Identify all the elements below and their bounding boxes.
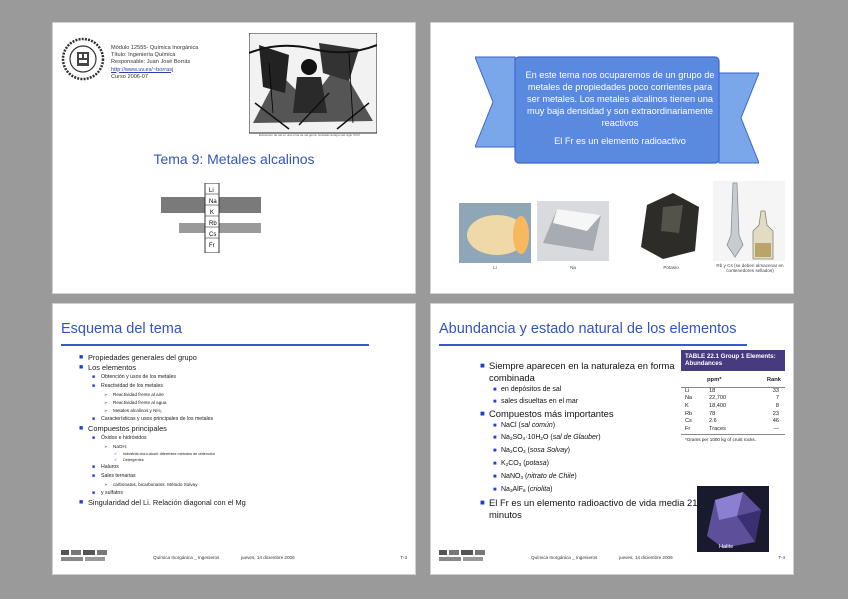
periodic-label: Cs bbox=[209, 232, 217, 238]
item-text: en depósitos de sal bbox=[501, 386, 562, 393]
bullet-icon: ➢ bbox=[104, 408, 108, 414]
outline-item bbox=[92, 489, 403, 498]
compound-name: potasa bbox=[525, 460, 547, 467]
potassium-photo bbox=[633, 187, 707, 263]
bullet-icon: ■ bbox=[79, 354, 84, 361]
outline-text: NaOH: bbox=[113, 444, 128, 450]
slide-outline[interactable] bbox=[52, 303, 416, 575]
table-cell-el: K bbox=[685, 403, 689, 409]
slide-abundance[interactable] bbox=[430, 303, 794, 575]
footer-date: jueves, 14 diciembre 2006 bbox=[619, 555, 673, 560]
outline-text: Óxidos e hidróxidos bbox=[101, 435, 147, 442]
periodic-table-thumbnail bbox=[161, 183, 261, 253]
outline-text: Compuestos principales bbox=[88, 424, 167, 434]
footer-page: T-4 bbox=[778, 555, 785, 560]
course-info bbox=[111, 45, 198, 81]
bullet-icon: ➢ bbox=[104, 482, 108, 488]
item-text: sales disueltas en el mar bbox=[501, 398, 579, 405]
slide3-title: Esquema del tema bbox=[61, 321, 182, 337]
outline-item bbox=[104, 407, 403, 415]
table-cell-el: Na bbox=[685, 395, 693, 402]
outline-text: Detergentes bbox=[123, 458, 144, 463]
outline-item bbox=[92, 463, 403, 472]
bullet-icon: ➢ bbox=[104, 392, 108, 398]
table-cell-ppm: 78 bbox=[709, 410, 716, 417]
outline-item bbox=[104, 443, 403, 451]
bullet-icon: ■ bbox=[92, 383, 96, 390]
periodic-label: Na bbox=[209, 199, 217, 205]
footer-course: Química Inorgánica _ Ingenieros bbox=[153, 555, 220, 560]
compound-name: sal de Glauber bbox=[552, 434, 599, 441]
title-rule bbox=[439, 344, 747, 346]
compound-name: criolita bbox=[529, 486, 551, 493]
list-item: ■ sales disueltas en el mar bbox=[493, 398, 579, 405]
outline-item bbox=[79, 353, 403, 363]
table-cell-rank: 46 bbox=[772, 418, 779, 425]
outline-item bbox=[104, 481, 403, 489]
outline-text: Los elementos bbox=[88, 363, 137, 373]
compound-item: ■ $K_2CO_3$ (potasa) bbox=[493, 460, 549, 467]
table-row bbox=[681, 395, 785, 403]
compound-name: sosa Solvay bbox=[529, 447, 568, 454]
outline-item bbox=[79, 498, 403, 508]
table-cell-ppm: Traces bbox=[709, 425, 726, 432]
bullet-icon: ■ bbox=[92, 435, 96, 442]
footer-page: T-3 bbox=[400, 555, 407, 560]
sodium-caption: Na bbox=[570, 265, 576, 270]
outline-text: Reactividad de los metales bbox=[101, 383, 163, 390]
halite-label: Halite bbox=[719, 544, 734, 550]
slide-intro[interactable] bbox=[430, 22, 794, 294]
table-cell-rank: 7 bbox=[775, 395, 779, 402]
bullet-icon: ■ bbox=[92, 490, 96, 497]
outline-text: Propiedades generales del grupo bbox=[88, 353, 197, 362]
compound-item: ■ $Na_2CO_3$ (sosa Solvay) bbox=[493, 447, 570, 454]
table-row bbox=[681, 388, 785, 396]
table-cell-rank: — bbox=[773, 425, 779, 432]
table-cell-el: Cs bbox=[685, 418, 692, 425]
outline-list bbox=[73, 353, 403, 508]
table-title: TABLE 22.1 Group 1 Elements: Abundances bbox=[681, 350, 785, 371]
list-item: ■ Compuestos más importantes bbox=[480, 408, 614, 419]
course-line: Módulo 12555- Química Inorgánica bbox=[111, 45, 199, 51]
outline-item bbox=[92, 472, 403, 481]
footer-date: jueves, 14 diciembre 2006 bbox=[241, 555, 295, 560]
outline-text: Reactividad frente al aire bbox=[113, 392, 164, 398]
outline-item bbox=[92, 373, 403, 382]
compound-name: nitrato de Chile bbox=[527, 473, 575, 480]
banner-text bbox=[521, 69, 719, 147]
outline-text: Singularidad del Li. Relación diagonal con el Mg bbox=[88, 498, 246, 508]
slide-footer bbox=[61, 549, 407, 565]
table-cell-rank: 23 bbox=[772, 410, 779, 417]
outline-text: Industrial cloro-alcali: diferentes métodos de obtención bbox=[123, 452, 215, 457]
lithium-photo bbox=[459, 203, 531, 263]
bullet-icon: ■ bbox=[92, 464, 96, 471]
course-year: Curso 2006-07 bbox=[111, 73, 149, 80]
bullet-icon: ■ bbox=[92, 374, 96, 381]
outline-item bbox=[79, 363, 403, 373]
outline-text: Sales ternarias bbox=[101, 473, 136, 480]
slide-title-text: Tema 9: Metales alcalinos bbox=[153, 151, 315, 167]
outline-text: Obtención y usos de los metales bbox=[101, 374, 176, 381]
compound-item: ■ $Na_2SO_4\cdot 10H_2O$ (sal de Glauber) bbox=[493, 434, 601, 441]
formula: $Na_2SO_4\cdot 10H_2O$ bbox=[501, 434, 549, 441]
outline-item bbox=[92, 415, 403, 424]
rb-cs-caption: Rb y Cs (se deben almacenar en contenedores sellados) bbox=[716, 263, 784, 273]
table-cell-el: Fr bbox=[685, 425, 691, 432]
table-cell-rank: 8 bbox=[775, 403, 779, 409]
outline-text: y sulfatos bbox=[101, 490, 123, 497]
banner-paragraph: En este tema nos ocuparemos de un grupo de metales de propiedades poco corrientes para ser metales. Los metales alcalinos tienen una muy baja densidad y son extraordinariamente reactivos bbox=[525, 70, 715, 128]
course-line: Título: Ingeniería Química bbox=[111, 52, 176, 59]
outline-item bbox=[92, 382, 403, 391]
bullet-icon: ■ bbox=[79, 364, 84, 372]
list-item: ■ en depósitos de sal bbox=[493, 386, 562, 393]
outline-item bbox=[104, 399, 403, 407]
compound-item: ■ $Na_3AlF_6$ (criolita) bbox=[493, 486, 553, 493]
slide4-title: Abundancia y estado natural de los elementos bbox=[439, 321, 737, 337]
table-cell-rank: 33 bbox=[772, 387, 779, 394]
rb-cs-ampoules-photo bbox=[713, 181, 785, 261]
table-header bbox=[681, 371, 785, 388]
outline-text: Reactividad frente al agua bbox=[113, 400, 167, 406]
compound-item: ■ NaNO$_3$ (nitrato de Chile) bbox=[493, 473, 577, 480]
periodic-label: Fr bbox=[209, 243, 215, 249]
sodium-photo bbox=[537, 201, 609, 261]
bullet-icon: ➢ bbox=[104, 400, 108, 406]
bullet-icon: ✓ bbox=[114, 458, 118, 463]
formula: $Na_3AlF_6$ bbox=[501, 486, 526, 493]
formula: NaNO$_3$ bbox=[501, 473, 524, 480]
title-rule bbox=[61, 344, 369, 346]
outline-text: carbonatos, bicarbonatos. Método Solvay bbox=[113, 482, 198, 488]
outline-item bbox=[79, 424, 403, 434]
bullet-icon: ➢ bbox=[104, 444, 108, 450]
abundance-table bbox=[681, 350, 785, 488]
compound-name: sal común bbox=[520, 422, 553, 429]
course-line: Responsable: Juan José Borrás bbox=[111, 59, 191, 66]
outline-text: Metales alcalinos y NH₃ bbox=[113, 408, 162, 414]
table-cell-ppm: 18,400 bbox=[709, 403, 727, 409]
table-cell-ppm: 2.6 bbox=[709, 418, 717, 425]
outline-text: Características y usos principales de los metales bbox=[101, 416, 214, 423]
table-cell-el: Li bbox=[685, 387, 690, 394]
university-seal-icon bbox=[61, 37, 105, 81]
outline-item bbox=[104, 391, 403, 399]
periodic-label: K bbox=[210, 210, 215, 216]
list-item: ■ Siempre aparecen en la naturaleza en forma combinada bbox=[480, 360, 675, 383]
table-cell-el: Rb bbox=[685, 410, 693, 417]
potassium-caption: Potasio bbox=[663, 265, 679, 270]
university-logo-icon bbox=[61, 549, 113, 564]
periodic-label: Li bbox=[209, 188, 214, 194]
lithium-caption: Li bbox=[493, 265, 497, 270]
salt-mine-engraving bbox=[249, 33, 377, 145]
item-text: Siempre aparecen en la naturaleza en forma combinada bbox=[489, 360, 675, 383]
abundance-list bbox=[481, 360, 701, 521]
bullet-icon: ■ bbox=[92, 416, 96, 423]
slide-footer bbox=[439, 549, 785, 565]
compound-item: ■ NaCl (sal común) bbox=[493, 422, 556, 429]
table-row bbox=[681, 418, 785, 426]
list-item: ■ El Fr es un elemento radioactivo de vida media 21 minutos bbox=[480, 497, 698, 520]
periodic-label: Rb bbox=[209, 221, 217, 227]
col-rank: Rank bbox=[766, 376, 781, 383]
bullet-icon: ✓ bbox=[114, 452, 118, 457]
halite-crystal-photo bbox=[697, 486, 769, 552]
footer-course: Química Inorgánica _ Ingenieros bbox=[531, 555, 598, 560]
table-row bbox=[681, 403, 785, 411]
table-row bbox=[681, 411, 785, 419]
formula: NaCl bbox=[501, 422, 517, 429]
university-logo-icon bbox=[439, 549, 491, 564]
outline-item bbox=[92, 434, 403, 443]
item-text: Compuestos más importantes bbox=[489, 408, 614, 419]
table-cell-ppm: 18 bbox=[709, 387, 716, 394]
banner-note: El Fr es un elemento radioactivo bbox=[554, 136, 686, 146]
outline-text: Haluros bbox=[101, 464, 119, 471]
col-ppm: ppm* bbox=[707, 376, 722, 383]
engraving-caption: Extracción de sal en una mina de sal gema. Grabado antiguo del siglo XVIII bbox=[259, 133, 360, 137]
bullet-icon: ■ bbox=[79, 425, 84, 433]
table-body bbox=[681, 388, 785, 434]
course-link[interactable]: http://www.uv.es/~borrasj bbox=[111, 66, 174, 73]
formula: $K_2CO_3$ bbox=[501, 460, 522, 467]
table-cell-ppm: 22,700 bbox=[709, 395, 727, 402]
formula: $Na_2CO_3$ bbox=[501, 447, 526, 454]
bullet-icon: ■ bbox=[92, 473, 96, 480]
bullet-icon: ■ bbox=[79, 499, 84, 507]
table-note: *Grams per 1000 kg of crust rocks. bbox=[681, 434, 785, 444]
slide-title[interactable] bbox=[52, 22, 416, 294]
table-row bbox=[681, 426, 785, 434]
item-text: El Fr es un elemento radioactivo de vida media 21 minutos bbox=[489, 497, 698, 520]
